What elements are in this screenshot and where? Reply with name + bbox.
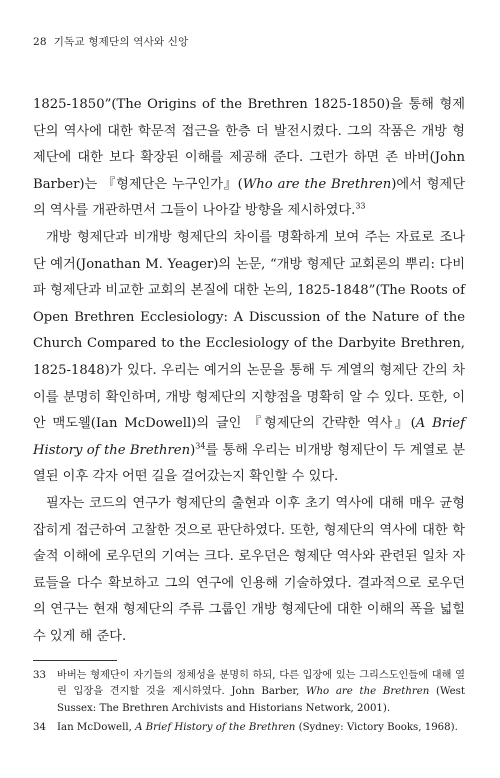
paragraph-1-text-b: )에서 형제단의 역사를 개관하면서 그들이 나아갈 방향을 제시하였다. (33, 176, 465, 219)
paragraph-2 (33, 225, 465, 491)
paragraph-2-text-c: 를 통해 우리는 비개방 형제단이 두 계열로 분열된 이후 각자 어떤 길을 걸어갔는지 확인할 수 있다. (33, 442, 465, 485)
paragraph-3: 필자는 코드의 연구가 형제단의 출현과 이후 초기 역사에 대해 매우 균형 잡히게 접근하여 고찰한 것으로 판단하였다. 또한, 형제단의 역사에 대한 학술적 이해에 로우던의 기여는 크다. 로우던은 형제단 역사와 관련된 일차 자료들을 다수 확보하고 그의 연구에 인용해 기술하였다. 결과적으로 로우던의 연구는 현재 형제단의 주류 그룹인 개방 형제단에 대한 이해의 폭을 넓힐 수 있게 해 준다. (33, 495, 465, 644)
footnote-ref-33[interactable]: 33 (355, 201, 366, 211)
footnote-34-italic-title: A Brief History of the Brethren (135, 722, 296, 734)
footnote-text (57, 668, 465, 717)
running-title: 기독교 형제단의 역사와 신앙 (53, 36, 189, 48)
footnote-33 (33, 668, 465, 717)
footnote-34-text-b: (Sydney: Victory Books, 1968). (295, 722, 458, 734)
footnote-ref-34[interactable]: 34 (195, 441, 206, 451)
paragraph-1 (33, 92, 465, 225)
footnote-number: 34 (33, 722, 46, 734)
footnote-text (57, 720, 465, 736)
footnote-33-italic-title: Who are the Brethren (306, 686, 430, 698)
paragraph-2-text-a: 개방 형제단과 비개방 형제단의 차이를 명확하게 보여 주는 자료로 조나단 예거(Jonathan M. Yeager)의 논문, “개방 형제단 교회론의 뿌리: 다비파 형제단과 비교한 교회의 본질에 대한 논의, 1825-1848”(The Roots of Open Brethren Ecclesiology: A Discussion of the Nature of the Church Compared to the Ecclesiology of the Darbyite Brethren, 1825-1848)가 있다. 우리는 예거의 논문을 통해 두 계열의 형제단 간의 차이를 분명히 확인하며, 개방 형제단의 지향점을 명확히 알 수 있다. 또한, 이안 맥도웰(Ian McDowell)의 글인 『형제단의 간략한 역사』( (33, 229, 465, 432)
body-text (33, 92, 465, 650)
running-header (33, 34, 189, 49)
paragraph-1-italic-title: Who are the Brethren (242, 176, 392, 192)
paragraph-2-italic-title: A Brief History of the Brethren (33, 416, 465, 458)
page-number: 28 (33, 36, 47, 48)
paragraph-2-text-b: ) (190, 442, 196, 458)
footnote-34-text-a: Ian McDowell, (57, 722, 136, 734)
paragraph-1-text-a: 1825-1850”(The Origins of the Brethren 1825-1850)을 통해 형제단의 역사에 대한 학문적 접근을 한층 더 발전시켰다. 그의 작품은 개방 형제단에 대한 보다 확장된 이해를 제공해 준다. 그런가 하면 존 바버(John Barber)는 『형제단은 누구인가』( (33, 97, 465, 192)
footnote-34 (33, 720, 465, 736)
footnote-33-text-b: (West Sussex: The Brethren Archivists and Historians Network, 2001). (57, 686, 465, 714)
footnote-number: 33 (33, 670, 46, 681)
footnote-33-text-a: 바버는 형제단이 자기들의 정체성을 분명히 하되, 다른 입장에 있는 그리스도인들에 대해 열린 입장을 견지할 것을 제시하였다. John Barber, (57, 670, 465, 698)
footnote-divider (33, 660, 117, 661)
footnotes (33, 668, 465, 740)
